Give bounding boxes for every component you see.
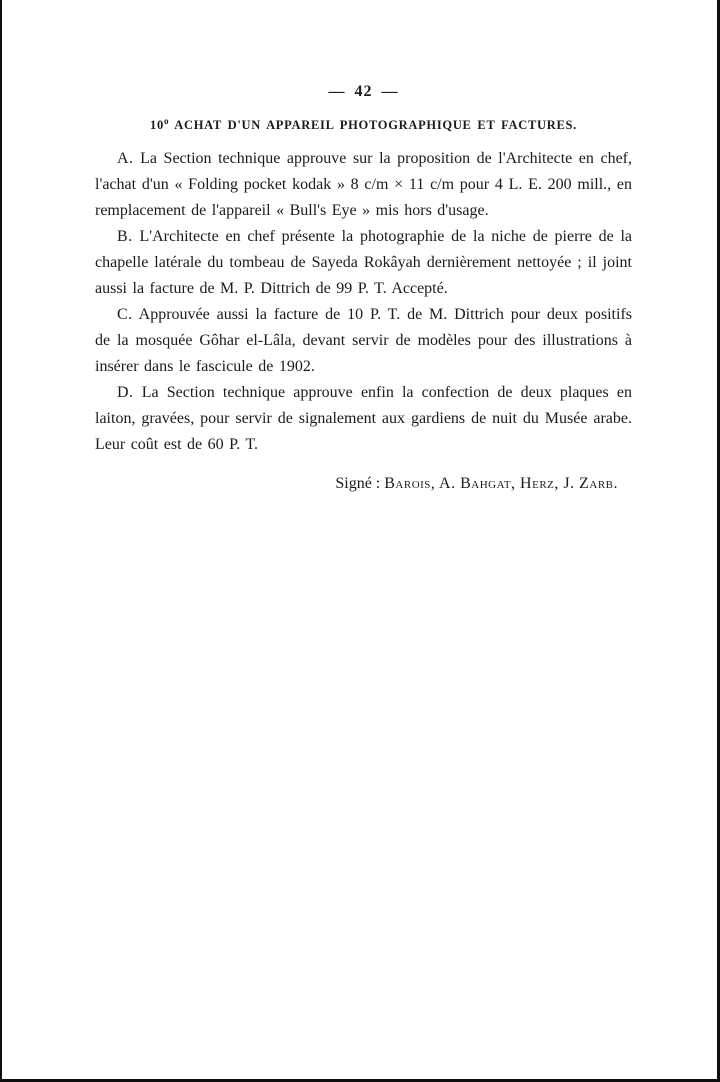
paragraph-a-text: La Section technique approuve sur la proposition de l'Architecte en chef, l'achat d'un « Folding pocket kodak » 8 c/m × 11 c/m pour 4 L. E. 200 mill., en remplacement de l'appareil « Bull's Eye » mis hors d'usage.: [95, 150, 632, 219]
page-number: — 42 —: [328, 83, 399, 100]
section-heading: [95, 115, 632, 133]
scan-edge-artifact-left: [0, 0, 2, 1082]
paragraph-c-text: Approuvée aussi la facture de 10 P. T. de M. Dittrich pour deux positifs de la mosquée Gôhar el-Lâla, devant servir de modèles pour des illustrations à insérer dans le fascicule de 1902.: [95, 306, 633, 375]
paragraph-b-text: L'Architecte en chef présente la photographie de la niche de pierre de la chapelle latérale du tombeau de Sayeda Rokâyah dernièrement nettoyée ; il joint aussi la facture de M. P. Dittrich de 99 P. T. Accepté.: [95, 228, 633, 297]
signature-line: [95, 472, 632, 496]
signature-names: Barois, A. Bahgat, Herz, J. Zarb.: [384, 475, 618, 492]
paragraph-d-label: D.: [117, 384, 134, 401]
paragraph-a: [95, 146, 632, 224]
paragraph-b-label: B.: [117, 228, 133, 245]
paragraph-d: [95, 380, 632, 458]
paragraph-d-text: La Section technique approuve enfin la confection de deux plaques en laiton, gravées, pour servir de signalement aux gardiens de nuit du Musée arabe. Leur coût est de 60 P. T.: [95, 384, 632, 453]
signature-prefix: Signé :: [335, 475, 385, 492]
heading-text: ACHAT D'UN APPAREIL PHOTOGRAPHIQUE ET FACTURES.: [174, 118, 577, 132]
paragraph-a-label: A.: [117, 150, 134, 167]
heading-superscript: o: [163, 115, 170, 126]
paragraph-c-label: C.: [117, 306, 133, 323]
paragraph-c: [95, 302, 632, 380]
heading-number: 10: [150, 118, 164, 132]
paragraph-b: [95, 224, 632, 302]
text-block: [95, 83, 632, 496]
